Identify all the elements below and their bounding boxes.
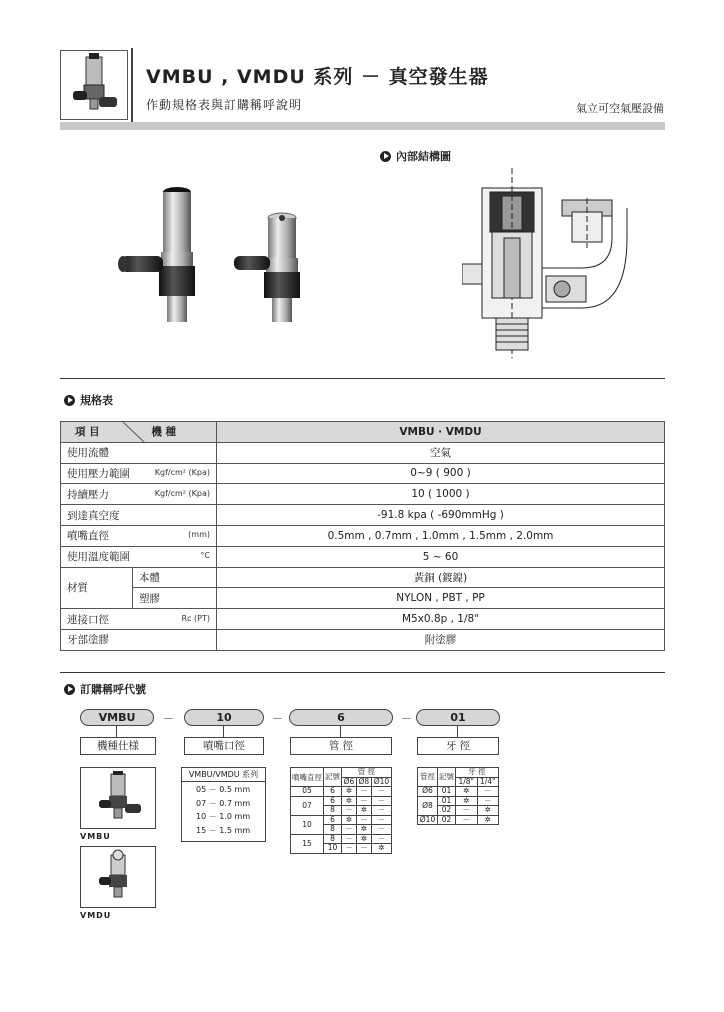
caption-vmbu: VMBU bbox=[80, 832, 111, 841]
label-pipe-diameter: 管 徑 bbox=[290, 737, 392, 755]
pipe-code-table: 噴嘴直徑 記號 管 徑 Ø6 Ø8 Ø10 05 6 ✲ － － 07 6 ✲ － － 8 － ✲ － 10 6 ✲ － － 8 － ✲ － 15 8 － ✲ － 10 － － ✲ bbox=[290, 767, 392, 854]
label-nozzle-diameter: 噴嘴口徑 bbox=[184, 737, 264, 755]
code-dash: － bbox=[272, 712, 283, 725]
spec-row: 牙部塗膠 附塗膠 bbox=[61, 629, 665, 650]
play-bullet-icon bbox=[380, 151, 391, 162]
spec-row-material-body: 材質 本體 黃銅 (鍍鎳) bbox=[61, 567, 665, 588]
vmdu-image bbox=[80, 846, 156, 908]
header-product-thumbnail bbox=[60, 50, 128, 120]
spec-row: 連接口徑 Rc (PT) M5x0.8p , 1/8" bbox=[61, 609, 665, 630]
spec-heading: 規格表 bbox=[64, 392, 113, 408]
spec-table bbox=[60, 421, 665, 651]
page-subtitle: 作動規格表與訂購稱呼說明 bbox=[146, 98, 303, 112]
order-heading: 訂購稱呼代號 bbox=[64, 681, 146, 697]
code-pill-pipe: 6 bbox=[289, 709, 393, 726]
header-bar bbox=[60, 122, 665, 130]
section-divider bbox=[60, 672, 665, 673]
code-pill-nozzle: 10 bbox=[184, 709, 264, 726]
spec-row: 使用壓力範圍 Kgf/cm² (Kpa) 0~9 ( 900 ) bbox=[61, 463, 665, 484]
code-pill-model: VMBU bbox=[80, 709, 154, 726]
caption-vmdu: VMDU bbox=[80, 911, 112, 920]
label-thread-diameter: 牙 徑 bbox=[417, 737, 499, 755]
spec-row: 噴嘴直徑 (mm) 0.5mm , 0.7mm , 1.0mm , 1.5mm , 2.0mm bbox=[61, 525, 665, 546]
vmdu-product-icon bbox=[81, 847, 155, 907]
section-divider bbox=[60, 378, 665, 379]
thread-code-table: 管徑 記號 牙 徑 1/8" 1/4" Ø6 01 ✲ － Ø8 01 ✲ － 02 － ✲ Ø10 02 － ✲ bbox=[417, 767, 499, 825]
code-pill-thread: 01 bbox=[416, 709, 500, 726]
spec-row: 持續壓力 Kgf/cm² (Kpa) 10 ( 1000 ) bbox=[61, 484, 665, 505]
spec-header-row bbox=[61, 422, 665, 443]
spec-row: 到達真空度 -91.8 kpa ( -690mmHg ) bbox=[61, 505, 665, 526]
code-dash: － bbox=[163, 712, 174, 725]
nozzle-code-box: VMBU/VMDU 系列 05 － 0.5 mm 07 － 0.7 mm 10 － 1.0 mm 15 － 1.5 mm bbox=[181, 767, 266, 842]
vmbu-image bbox=[80, 767, 156, 829]
code-dash: － bbox=[401, 712, 412, 725]
product-photo-vmbu bbox=[115, 180, 225, 334]
page-title: VMBU , VMDU 系列 － 真空發生器 bbox=[146, 66, 489, 88]
spec-row: 使用流體 空氣 bbox=[61, 442, 665, 463]
vmbu-product-icon bbox=[81, 768, 155, 828]
play-bullet-icon bbox=[64, 684, 75, 695]
spec-row: 使用溫度範圍 °C 5 ~ 60 bbox=[61, 546, 665, 567]
category-label: 氣立可空氣壓設備 bbox=[576, 102, 664, 115]
label-model-spec: 機種仕様 bbox=[80, 737, 156, 755]
header-divider bbox=[131, 48, 133, 124]
play-bullet-icon bbox=[64, 395, 75, 406]
structure-heading: 內部結構圖 bbox=[380, 148, 451, 164]
internal-structure-diagram bbox=[462, 168, 632, 362]
product-photo-vmdu bbox=[230, 210, 320, 334]
spec-row-material-plastic: 塑膠 NYLON , PBT , PP bbox=[61, 588, 665, 609]
spec-header-value: VMBU · VMDU bbox=[217, 422, 665, 443]
nozzle-box-title: VMBU/VMDU 系列 bbox=[182, 768, 265, 782]
vacuum-generator-icon bbox=[61, 51, 127, 119]
spec-header-item: 項 目 機 種 bbox=[61, 422, 217, 443]
